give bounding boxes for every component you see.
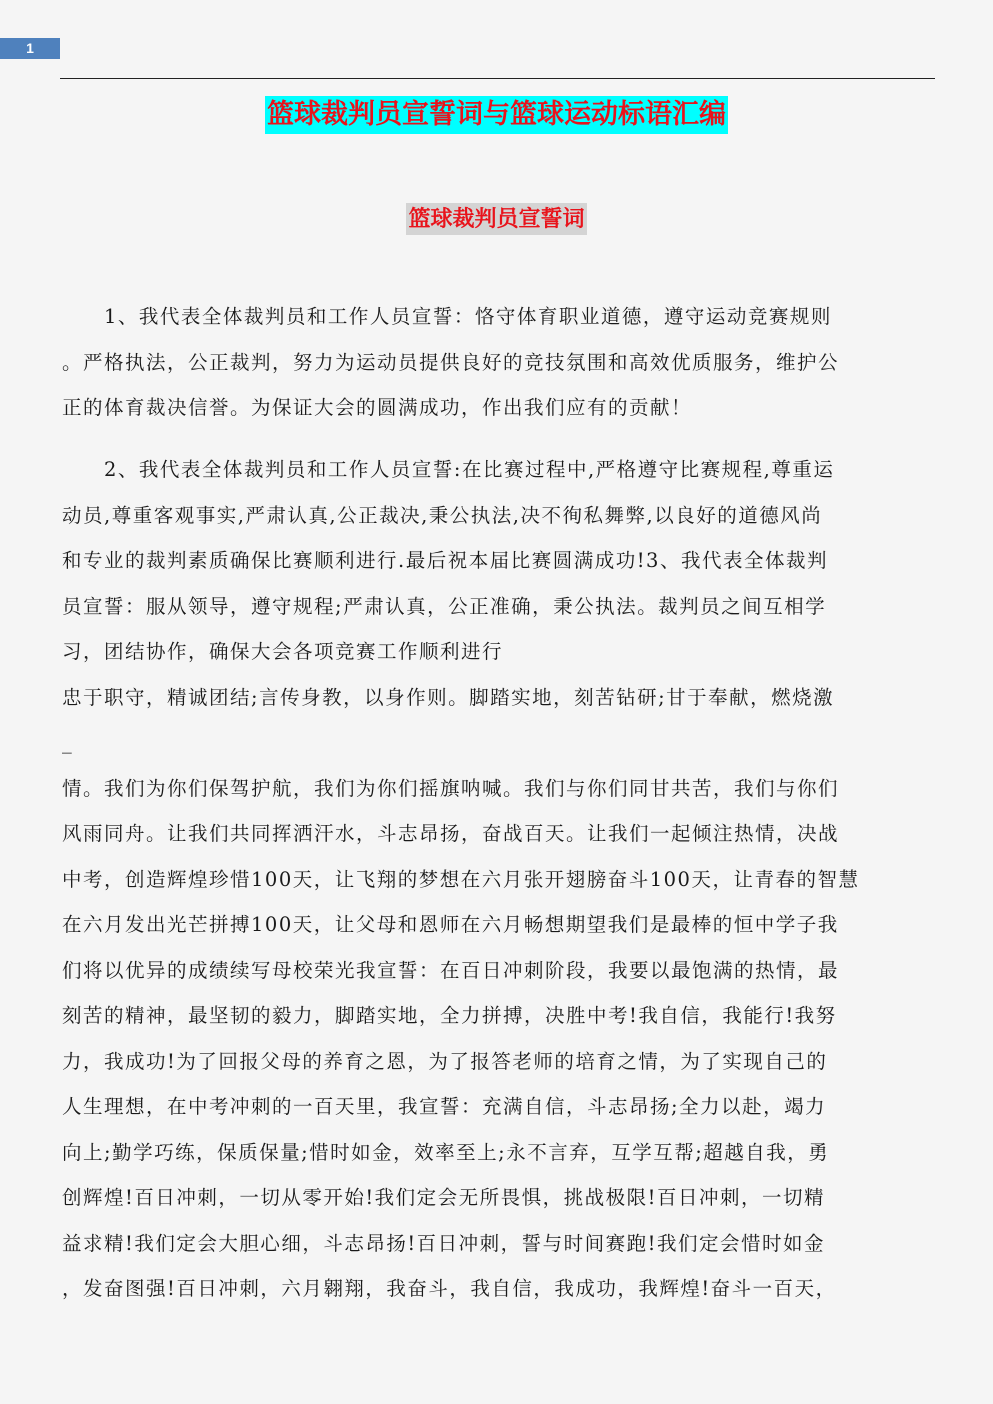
page-number-badge: 1 (0, 38, 60, 59)
text-line: 创辉煌!百日冲刺，一切从零开始!我们定会无所畏惧，挑战极限!百日冲刺，一切精 (62, 1186, 826, 1209)
text-line: 动员,尊重客观事实,严肃认真,公正裁决,秉公执法,决不徇私舞弊,以良好的道德风尚 (62, 503, 823, 527)
text-line: 正的体育裁决信誉。为保证大会的圆满成功，作出我们应有的贡献！ (62, 396, 693, 419)
paragraph-oath-2 (62, 447, 927, 1312)
text-line: 情。我们为你们保驾护航，我们为你们摇旗呐喊。我们与你们同甘共苦，我们与你们 (62, 776, 840, 800)
text-line: 忠于职守，精诚团结;言传身教，以身作则。脚踏实地，刻苦钻研;甘于奉献，燃烧激 (62, 685, 835, 709)
header-divider (60, 78, 935, 79)
text-line: 们将以优异的成绩续写母校荣光我宣誓：在百日冲刺阶段，我要以最饱满的热情，最 (62, 958, 840, 982)
text-line: 。严格执法，公正裁判，努力为运动员提供良好的竞技氛围和高效优质服务，维护公 (62, 350, 840, 374)
text-line: 刻苦的精神，最坚韧的毅力，脚踏实地，全力拼搏，决胜中考!我自信，我能行!我努 (62, 1004, 837, 1027)
text-line: 2、我代表全体裁判员和工作人员宣誓:在比赛过程中,严格遵守比赛规程,尊重运 (62, 458, 835, 481)
text-line: 中考，创造辉煌珍惜100天，让飞翔的梦想在六月张开翅膀奋斗100天，让青春的智慧 (62, 867, 860, 891)
text-line: 人生理想，在中考冲刺的一百天里，我宣誓：充满自信，斗志昂扬;全力以赴，竭力 (62, 1095, 827, 1118)
text-line: 员宣誓：服从领导，遵守规程;严肃认真，公正准确，秉公执法。裁判员之间互相学 (62, 594, 827, 618)
text-line: _ (62, 731, 74, 754)
text-line: 和专业的裁判素质确保比赛顺利进行.最后祝本届比赛圆满成功!3、我代表全体裁判 (62, 549, 828, 572)
text-line: 在六月发出光芒拼搏100天，让父母和恩师在六月畅想期望我们是最棒的恒中学子我 (62, 913, 839, 936)
document-title: 篮球裁判员宣誓词与篮球运动标语汇编 (265, 96, 728, 134)
text-line: 向上;勤学巧练，保质保量;惜时如金，效率至上;永不言弃，互学互帮;超越自我，勇 (62, 1140, 830, 1164)
text-line: 益求精!我们定会大胆心细，斗志昂扬!百日冲刺，誓与时间赛跑!我们定会惜时如金 (62, 1231, 826, 1255)
text-line: 风雨同舟。让我们共同挥洒汗水，斗志昂扬，奋战百天。让我们一起倾注热情，决战 (62, 822, 840, 845)
paragraph-oath-1 (62, 294, 927, 431)
text-line: 力，我成功!为了回报父母的养育之恩，为了报答老师的培育之情，为了实现自己的 (62, 1049, 828, 1073)
section-heading: 篮球裁判员宣誓词 (406, 203, 586, 235)
text-line: 习，团结协作，确保大会各项竞赛工作顺利进行 (62, 640, 504, 663)
text-line: ，发奋图强!百日冲刺，六月翱翔，我奋斗，我自信，我成功，我辉煌!奋斗一百天， (62, 1277, 837, 1300)
title-container (0, 96, 993, 134)
subtitle-container (0, 203, 993, 235)
text-line: 1、我代表全体裁判员和工作人员宣誓：恪守体育职业道德，遵守运动竞赛规则 (62, 305, 832, 328)
